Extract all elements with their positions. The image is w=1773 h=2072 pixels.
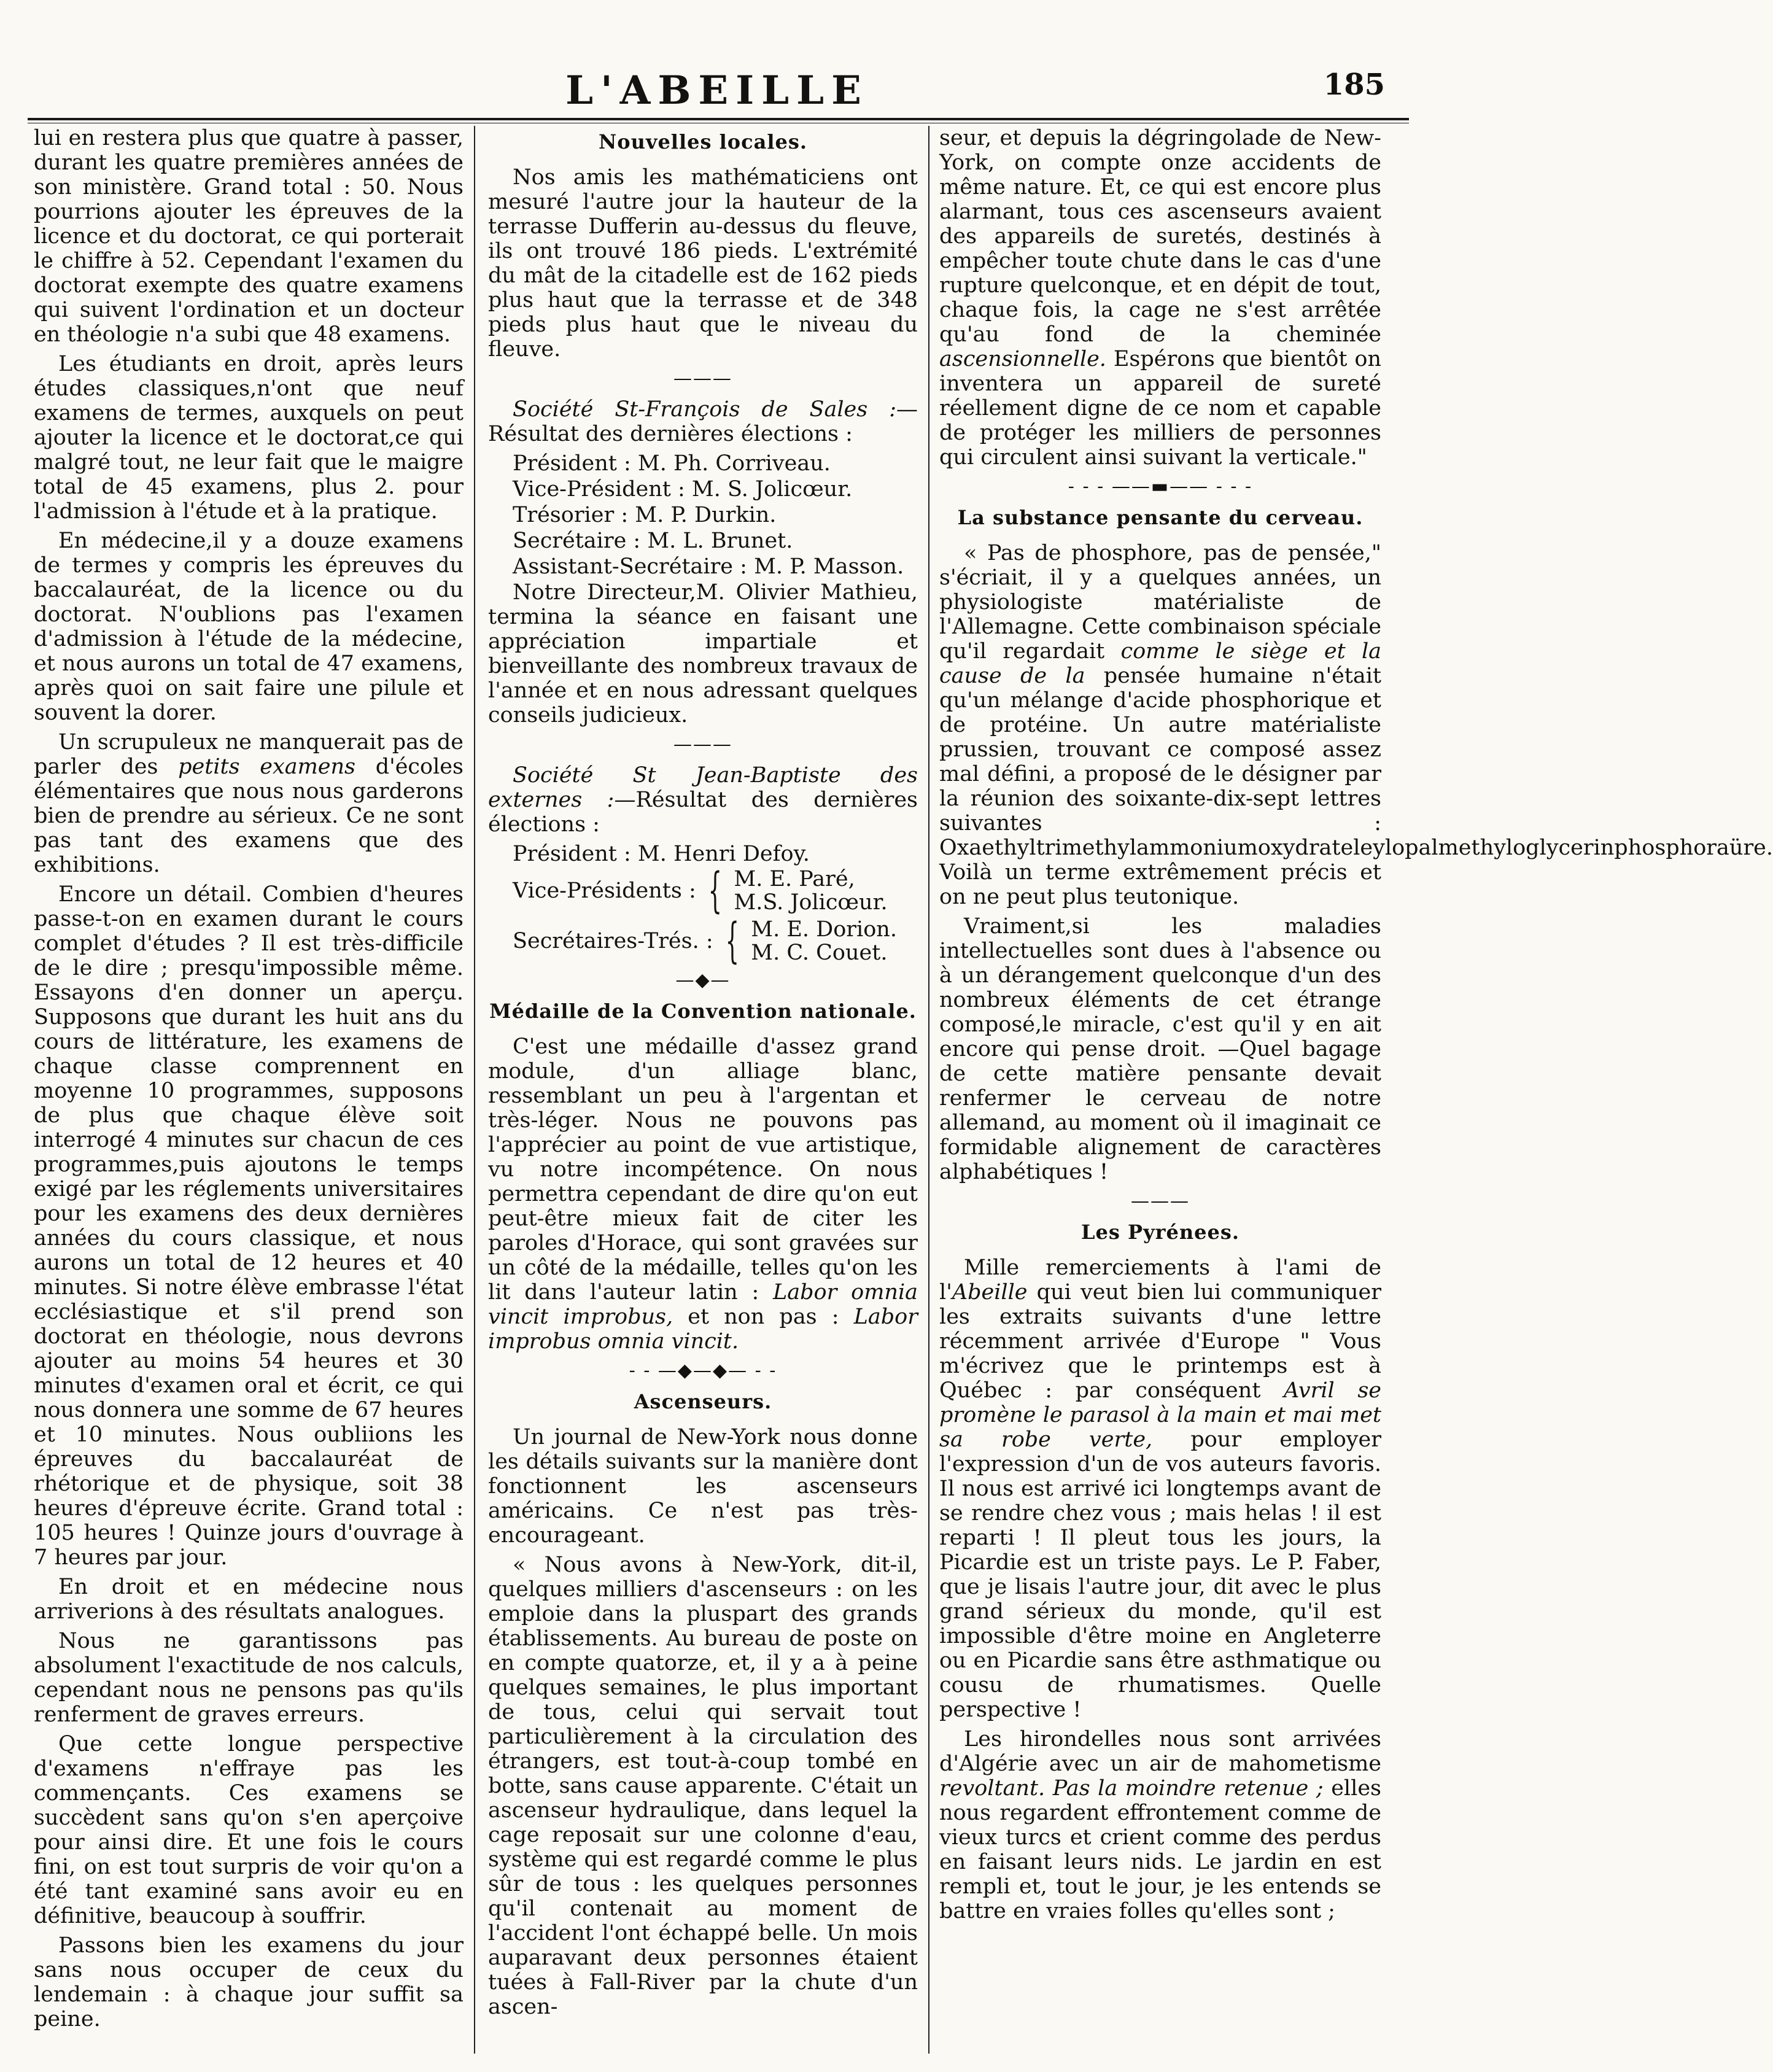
society-name: Société St Jean-Baptiste des externes : — [488, 763, 918, 812]
italic-text: petits examens — [178, 755, 355, 779]
paragraph: Encore un détail. Combien d'heures passe-t-on en examen durant le cours complet d'études ? Il est très-difficile de le dire ; presqu'impossible même. Essayons d'en donner un aperçu. Supposons que durant les huit ans du cours de littérature, les examens de chaque classe comprennent en moyenne 10 programmes, supposons de plus que chaque élève soit interrogé 4 minutes sur chacun de ces programmes,puis ajoutons le temps exigé par les réglements universitaires pour les examens des deux dernières années du cours classique, et nous aurons un total de 12 heures et 40 minutes. Si notre élève embrasse l'état ecclésiastique et s'il prend son doctorat en théologie, nous devrons ajouter au moins 54 heures et 30 minutes d'examen oral et écrit, ce qui nous donnera une somme de 67 heures et 10 minutes. Nous oubliions les épreuves du baccalauréat de rhétorique et de physique, soit 38 heures d'épreuve écrite. Grand total : 105 heures ! Quinze jours d'ouvrage à 7 heures par jour. — [34, 882, 464, 1570]
italic-text: Avril se promène le parasol à la main et mai met sa robe verte, — [939, 1378, 1381, 1452]
paragraph — [34, 730, 464, 877]
officer-name: M. E. Dorion. — [751, 917, 897, 942]
separator-ornament: - - —◆—◆— - - — [629, 1360, 777, 1381]
paragraph: lui en restera plus que quatre à passer, durant les quatre premières années de son ministère. Grand total : 50. Nous pourrions ajouter les épreuves de la licence et du doctorat, ce qui porterait le chiffre à 52. Cependant l'examen du doctorat exempte des quatre examens qui suivent l'ordination et un docteur en théologie n'a subi que 48 examens. — [34, 126, 464, 347]
officer-line: Trésorier : M. P. Durkin. — [513, 503, 777, 527]
column-divider — [928, 126, 929, 2054]
section-heading-ascenseurs: Ascenseurs. — [634, 1390, 772, 1413]
text-run: qui veut bien lui communiquer les extraits suivants d'une lettre récemment arrivée d'Europe " Vous m'écrivez que le printemps est à Québec : par conséquent — [939, 1280, 1381, 1403]
officer-name: M. E. Paré, — [734, 867, 855, 891]
separator-rule: ——— — [1131, 1190, 1190, 1212]
section-heading-pyrenees: Les Pyrénees. — [1080, 1220, 1240, 1244]
paragraph: Les étudiants en droit, après leurs études classiques,n'ont que neuf examens de termes, auxquels on peut ajouter la licence et le doctorat,ce qui malgré tout, ne leur fait que le maigre total de 45 examens, plus 2. pour l'admission à l'étude et à la pratique. — [34, 352, 464, 524]
paragraph — [488, 1034, 918, 1354]
journal-title: L'ABEILLE — [565, 68, 869, 114]
text-run: —Résultat des dernières élections : — [488, 397, 918, 446]
brace-group-vice — [513, 863, 918, 918]
text-run: Mille remerciements à l'ami de l' — [939, 1255, 1381, 1305]
separator-rule: ——— — [673, 734, 732, 755]
paragraph — [939, 541, 1773, 909]
text-run: Les hirondelles nous sont arrivées d'Algérie avec un air de mahometisme — [939, 1727, 1381, 1776]
text-run: elles nous regardent effrontement comme de vieux turcs et crient comme des perdus en faisant leurs nids. Le jardin en est rempli et, tout le jour, je les entends se battre en vraies folles qu'elles sont ; — [939, 1776, 1381, 1923]
paragraph: Vraiment,si les maladies intellectuelles sont dues à l'absence ou à un dérangement quelconque d'un des nombreux éléments de cet étrange composé,le miracle, c'est qu'il y en ait encore qui pense droit. —Quel bagage de cette matière pensante devait renfermer le cerveau de notre allemand, au moment où il imaginait ce formidable alignement de caractères alphabétiques ! — [939, 914, 1381, 1184]
italic-text: comme le siège et la cause de la — [939, 639, 1382, 688]
text-run: « Pas de phosphore, pas de pensée," s'écriait, il y a quelques années, un physiologiste matérialiste de l'Allemagne. Cette combinaison spéciale qu'il regardait — [939, 541, 1381, 664]
officer-line: Secrétaire : M. L. Brunet. — [513, 529, 793, 553]
paragraph — [939, 1727, 1381, 1923]
paragraph — [488, 763, 918, 837]
paragraph: Passons bien les examens du jour sans nous occuper de ceux du lendemain : à chaque jour suffit sa peine. — [34, 1933, 464, 2031]
officer-name: M. C. Couet. — [751, 941, 888, 965]
separator-rule: - - - ——▬—— - - - — [1068, 476, 1253, 497]
paragraph: Nous ne garantissons pas absolument l'exactitude de nos calculs, cependant nous ne pensons pas qu'ils renferment de graves erreurs. — [34, 1629, 464, 1727]
paragraph: Notre Directeur,M. Olivier Mathieu, termina la séance en faisant une appréciation impartiale et bienveillante des nombreux travaux de l'année et en nous adressant quelques conseils judicieux. — [488, 580, 918, 728]
text-run: d'écoles élémentaires que nous nous garderons bien de prendre au sérieux. Ce ne sont pas tant des examens que des exhibitions. — [34, 755, 464, 877]
brace-icon: { — [725, 914, 739, 969]
text-run: —Résultat des dernières élections : — [488, 788, 918, 837]
separator-rule: ——— — [673, 368, 732, 389]
officer-line: Vice-Président : M. S. Jolicœur. — [513, 477, 853, 502]
text-run: pour employer l'expression d'un de vos auteurs favoris. Il nous est arrivé ici longtemps avant de se rendre chez vous ; mais helas ! il est reparti ! Il pleut tous les jours, la Picardie est un triste pays. Le P. Faber, que je lisais l'autre jour, dit avec le plus grand sérieux du monde, qu'il est impossible d'être moine en Angleterre ou en Picardie sans être asthmatique ou cousu de rhumatismes. Quelle perspective ! — [939, 1427, 1381, 1722]
section-heading-nouvelles: Nouvelles locales. — [598, 130, 808, 153]
paragraph — [488, 397, 918, 446]
paragraph — [939, 1255, 1381, 1722]
column-1 — [34, 126, 464, 2054]
paragraph: Un journal de New-York nous donne les détails suivants sur la manière dont fonctionnent les ascenseurs américains. Ce n'est pas très-encourageant. — [488, 1425, 918, 1548]
brace-label: Secrétaires-Trés. : — [513, 929, 713, 953]
paragraph: Que cette longue perspective d'examens n'effraye pas les commençants. Ces examens se succèdent sans qu'on s'en aperçoive pour ainsi dire. Et une fois le cours fini, on est tout surpris de voir qu'on a été tant examiné sans avoir eu en définitive, beaucoup à souffrir. — [34, 1732, 464, 1928]
text-run: pensée humaine n'était qu'un mélange d'acide phosphorique et de protéine. Un autre matérialiste prussien, trouvant ce composé assez mal défini, a proposé de le désigner par la réunion des soixante-dix-sept lettres suivantes : Oxaethyltrimethylammoniumoxydrateleylopalmethyloglycerinphosphoraüre. Voilà un terme extrêmement précis et on ne peut plus teutonique. — [939, 664, 1773, 909]
text-run: et non pas : — [673, 1305, 854, 1329]
italic-text: Abeille — [952, 1280, 1028, 1305]
text-run: seur, et depuis la dégringolade de New-York, on compte onze accidents de même nature. Et, ce qui est encore plus alarmant, tous ces ascenseurs avaient des appareils de suretés, destinés à empêcher toute chute dans le cas d'une rupture quelconque, et en dépit de tout, chaque fois, la cage ne s'est arrêtée qu'au fond de la cheminée — [939, 126, 1381, 347]
italic-text: Labor omnia vincit improbus, — [488, 1280, 918, 1329]
society-name: Société St-François de Sales : — [513, 397, 896, 422]
separator-ornament: —◆— — [675, 969, 731, 991]
brace-label: Vice-Présidents : — [513, 879, 696, 903]
paragraph — [939, 126, 1381, 470]
officer-line: Président : M. Ph. Corriveau. — [513, 451, 831, 476]
officer-line: Président : M. Henri Defoy. — [513, 842, 810, 866]
column-divider — [474, 126, 475, 2054]
section-heading-medaille: Médaille de la Convention nationale. — [489, 999, 917, 1023]
text-run: Espérons que bientôt on inventera un appareil de sureté réellement digne de ce nom et capable de protéger les milliers de personnes qui circulent ainsi suivant la verticale." — [939, 347, 1381, 470]
italic-text: ascensionnelle. — [939, 347, 1106, 371]
paragraph: En médecine,il y a douze examens de termes y compris les épreuves du baccalauréat, de la licence ou du doctorat. N'oublions pas l'examen d'admission à l'étude de la médecine, et nous aurons un total de 47 examens, après quoi on sait faire une pilule et souvent la dorer. — [34, 529, 464, 725]
masthead — [0, 68, 1434, 114]
italic-text: revoltant. Pas la moindre retenue ; — [939, 1776, 1324, 1801]
brace-group-secretaires — [513, 914, 918, 969]
page-number: 185 — [1323, 68, 1385, 102]
header-rule — [28, 118, 1409, 123]
paragraph: En droit et en médecine nous arriverions à des résultats analogues. — [34, 1575, 464, 1624]
officer-line: Assistant-Secrétaire : M. P. Masson. — [513, 554, 904, 579]
column-2 — [488, 126, 918, 2054]
paragraph: « Nous avons à New-York, dit-il, quelques milliers d'ascenseurs : on les emploie dans la pluspart des grands établissements. Au bureau de poste on en compte quatorze, et, il y a à peine quelques semaines, le plus important de tous, celui qui servait tout particulièrement à la circulation des étrangers, est tout-à-coup tombé en botte, sans cause apparente. C'était un ascenseur hydraulique, dans lequel la cage reposait sur une colonne d'eau, système qui est regardé comme le plus sûr de tous : les quelques personnes qu'il contenait au moment de l'accident l'ont échappé belle. Un mois auparavant deux personnes étaient tuées à Fall-River par la chute d'un ascen- — [488, 1553, 918, 2019]
brace-items — [734, 867, 887, 914]
text-run: Un scrupuleux ne manquerait pas de parler des — [34, 730, 464, 779]
officer-name: M.S. Jolicœur. — [734, 890, 888, 915]
italic-text: Labor improbus omnia vincit. — [488, 1305, 918, 1354]
column-3 — [939, 126, 1773, 2054]
text-run: C'est une médaille d'assez grand module, d'un alliage blanc, ressemblant un peu à l'argentan et très-léger. Nous ne pouvons pas l'apprécier au point de vue artistique, vu notre incompétence. On nous permettra cependant de dire qu'on eut peut-être mieux fait de citer les paroles d'Horace, qui sont gravées sur un côté de la médaille, telles qu'on les lit dans l'auteur latin : — [488, 1034, 918, 1305]
paragraph: Nos amis les mathématiciens ont mesuré l'autre jour la hauteur de la terrasse Dufferin au-dessus du fleuve, ils ont trouvé 186 pieds. L'extrémité du mât de la citadelle est de 162 pieds plus haut que la terrasse et de 348 pieds plus haut que le niveau du fleuve. — [488, 165, 918, 362]
brace-items — [751, 918, 897, 964]
brace-icon: { — [708, 863, 722, 918]
section-heading-substance: La substance pensante du cerveau. — [957, 506, 1364, 529]
